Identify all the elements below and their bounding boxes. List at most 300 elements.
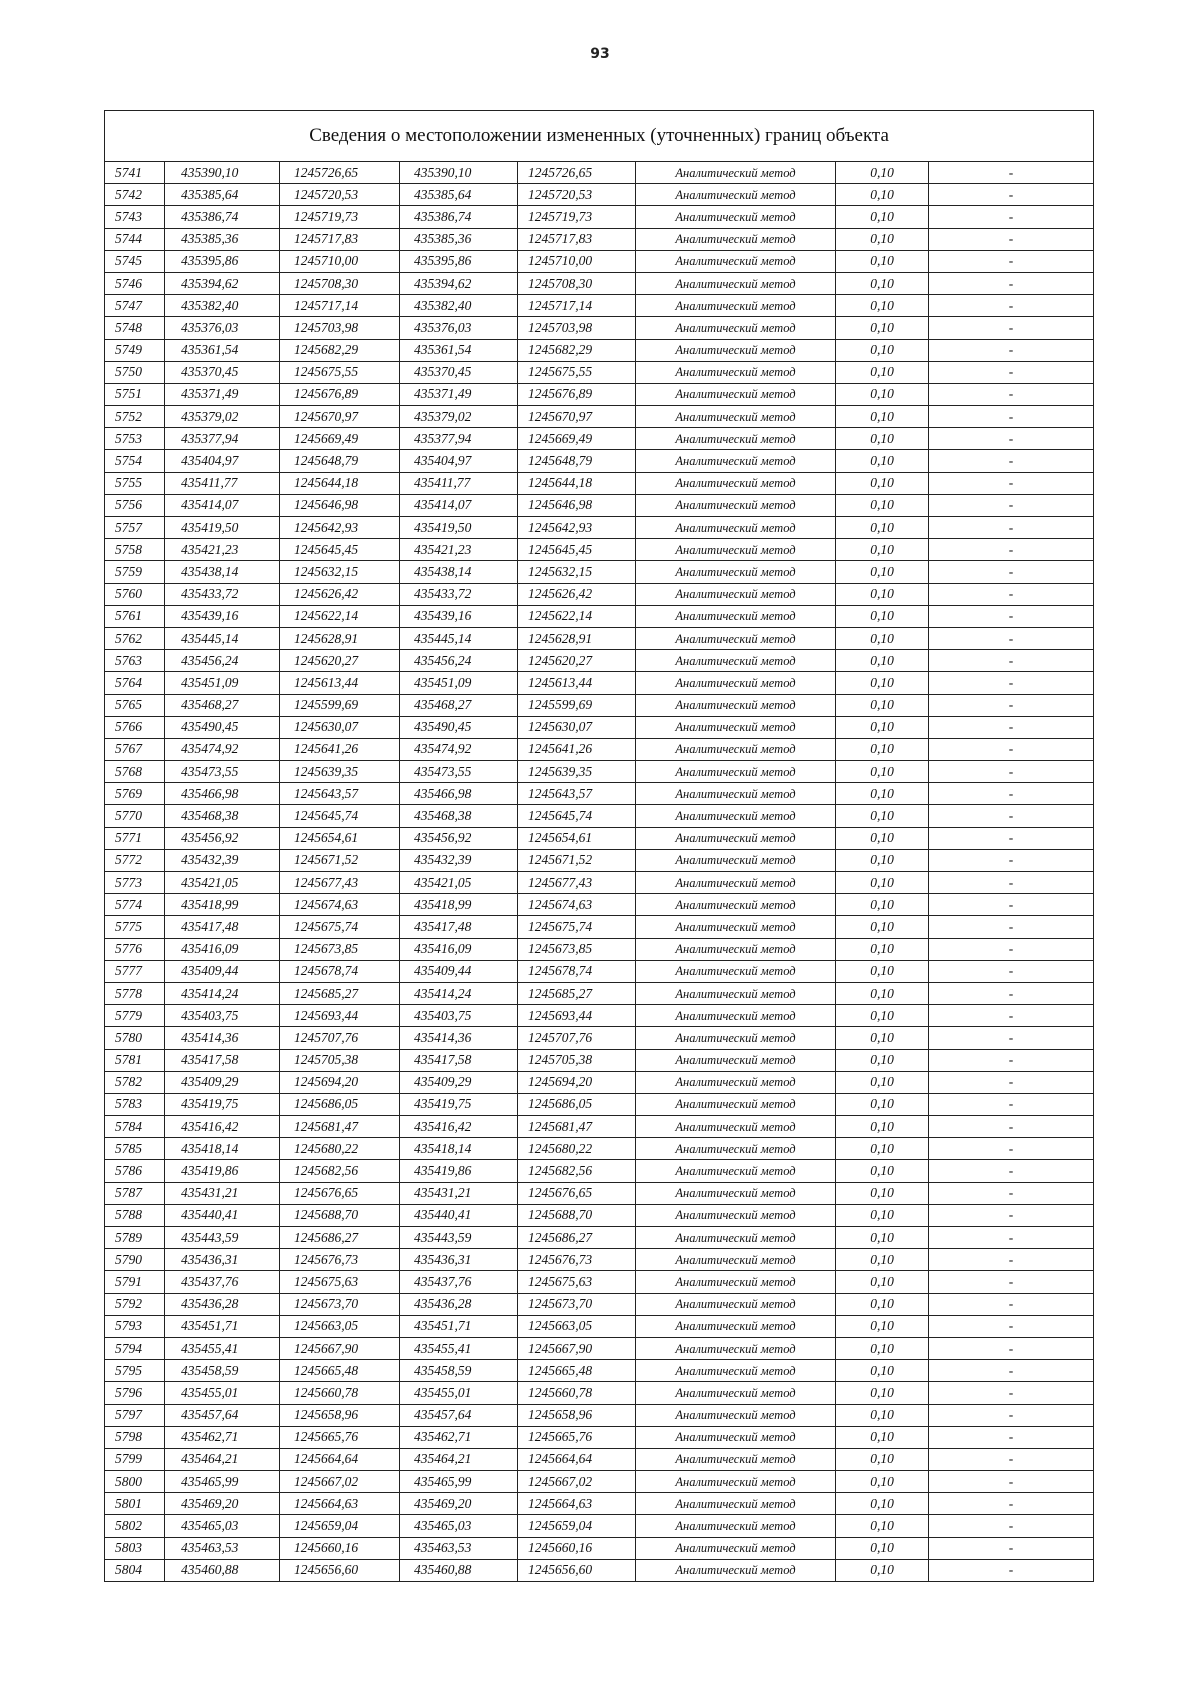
y-coordinate-existing-cell: 1245705,38 [280,1049,400,1071]
y-coordinate-existing-cell: 1245658,96 [280,1404,400,1426]
x-coordinate-existing-cell: 435390,10 [165,162,280,184]
table-row [105,716,1094,738]
method-cell: Аналитический метод [636,1448,836,1470]
note-cell: - [929,982,1094,1004]
accuracy-cell: 0,10 [836,1537,929,1559]
table-row [105,184,1094,206]
y-coordinate-new-cell: 1245707,76 [518,1027,636,1049]
point-number-cell: 5781 [105,1049,165,1071]
point-number-cell: 5773 [105,872,165,894]
note-cell: - [929,1005,1094,1027]
y-coordinate-new-cell: 1245642,93 [518,517,636,539]
method-cell: Аналитический метод [636,650,836,672]
table-row [105,583,1094,605]
x-coordinate-new-cell: 435445,14 [400,627,518,649]
x-coordinate-existing-cell: 435385,64 [165,184,280,206]
y-coordinate-existing-cell: 1245673,70 [280,1293,400,1315]
accuracy-cell: 0,10 [836,361,929,383]
point-number-cell: 5744 [105,228,165,250]
method-cell: Аналитический метод [636,317,836,339]
note-cell: - [929,517,1094,539]
x-coordinate-existing-cell: 435376,03 [165,317,280,339]
note-cell: - [929,1293,1094,1315]
accuracy-cell: 0,10 [836,1471,929,1493]
y-coordinate-existing-cell: 1245645,74 [280,805,400,827]
y-coordinate-new-cell: 1245675,74 [518,916,636,938]
method-cell: Аналитический метод [636,406,836,428]
x-coordinate-new-cell: 435457,64 [400,1404,518,1426]
accuracy-cell: 0,10 [836,960,929,982]
accuracy-cell: 0,10 [836,761,929,783]
x-coordinate-new-cell: 435390,10 [400,162,518,184]
y-coordinate-new-cell: 1245688,70 [518,1204,636,1226]
x-coordinate-existing-cell: 435451,09 [165,672,280,694]
method-cell: Аналитический метод [636,827,836,849]
point-number-cell: 5779 [105,1005,165,1027]
method-cell: Аналитический метод [636,272,836,294]
accuracy-cell: 0,10 [836,1404,929,1426]
point-number-cell: 5754 [105,450,165,472]
method-cell: Аналитический метод [636,1005,836,1027]
x-coordinate-existing-cell: 435462,71 [165,1426,280,1448]
y-coordinate-existing-cell: 1245665,76 [280,1426,400,1448]
note-cell: - [929,916,1094,938]
accuracy-cell: 0,10 [836,450,929,472]
y-coordinate-existing-cell: 1245675,63 [280,1271,400,1293]
y-coordinate-new-cell: 1245630,07 [518,716,636,738]
y-coordinate-existing-cell: 1245676,89 [280,383,400,405]
table-row [105,1559,1094,1581]
y-coordinate-existing-cell: 1245620,27 [280,650,400,672]
x-coordinate-existing-cell: 435439,16 [165,605,280,627]
table-row [105,428,1094,450]
x-coordinate-existing-cell: 435421,05 [165,872,280,894]
accuracy-cell: 0,10 [836,1027,929,1049]
x-coordinate-existing-cell: 435443,59 [165,1227,280,1249]
note-cell: - [929,317,1094,339]
point-number-cell: 5753 [105,428,165,450]
table-row [105,1382,1094,1404]
table-row [105,872,1094,894]
point-number-cell: 5793 [105,1315,165,1337]
y-coordinate-existing-cell: 1245681,47 [280,1116,400,1138]
table-row [105,761,1094,783]
x-coordinate-existing-cell: 435458,59 [165,1360,280,1382]
method-cell: Аналитический метод [636,672,836,694]
method-cell: Аналитический метод [636,1116,836,1138]
x-coordinate-new-cell: 435451,09 [400,672,518,694]
method-cell: Аналитический метод [636,1360,836,1382]
accuracy-cell: 0,10 [836,938,929,960]
y-coordinate-new-cell: 1245671,52 [518,849,636,871]
x-coordinate-new-cell: 435386,74 [400,206,518,228]
method-cell: Аналитический метод [636,1204,836,1226]
y-coordinate-new-cell: 1245667,02 [518,1471,636,1493]
x-coordinate-new-cell: 435458,59 [400,1360,518,1382]
method-cell: Аналитический метод [636,472,836,494]
x-coordinate-new-cell: 435382,40 [400,295,518,317]
point-number-cell: 5782 [105,1071,165,1093]
method-cell: Аналитический метод [636,1249,836,1271]
table-row [105,339,1094,361]
method-cell: Аналитический метод [636,1160,836,1182]
note-cell: - [929,184,1094,206]
table-row [105,1227,1094,1249]
y-coordinate-new-cell: 1245676,89 [518,383,636,405]
table-row [105,472,1094,494]
x-coordinate-new-cell: 435465,03 [400,1515,518,1537]
y-coordinate-new-cell: 1245686,05 [518,1093,636,1115]
table-row [105,295,1094,317]
method-cell: Аналитический метод [636,494,836,516]
note-cell: - [929,583,1094,605]
accuracy-cell: 0,10 [836,783,929,805]
y-coordinate-existing-cell: 1245710,00 [280,250,400,272]
accuracy-cell: 0,10 [836,1559,929,1581]
x-coordinate-existing-cell: 435404,97 [165,450,280,472]
note-cell: - [929,339,1094,361]
y-coordinate-existing-cell: 1245628,91 [280,627,400,649]
point-number-cell: 5804 [105,1559,165,1581]
y-coordinate-existing-cell: 1245648,79 [280,450,400,472]
x-coordinate-existing-cell: 435417,48 [165,916,280,938]
method-cell: Аналитический метод [636,960,836,982]
accuracy-cell: 0,10 [836,650,929,672]
y-coordinate-existing-cell: 1245686,27 [280,1227,400,1249]
table-row [105,250,1094,272]
note-cell: - [929,1182,1094,1204]
y-coordinate-existing-cell: 1245682,29 [280,339,400,361]
y-coordinate-new-cell: 1245613,44 [518,672,636,694]
x-coordinate-existing-cell: 435403,75 [165,1005,280,1027]
note-cell: - [929,1493,1094,1515]
y-coordinate-new-cell: 1245663,05 [518,1315,636,1337]
point-number-cell: 5799 [105,1448,165,1470]
x-coordinate-existing-cell: 435445,14 [165,627,280,649]
method-cell: Аналитический метод [636,1027,836,1049]
y-coordinate-existing-cell: 1245646,98 [280,494,400,516]
x-coordinate-existing-cell: 435394,62 [165,272,280,294]
table-row [105,650,1094,672]
point-number-cell: 5743 [105,206,165,228]
x-coordinate-existing-cell: 435419,86 [165,1160,280,1182]
y-coordinate-new-cell: 1245676,65 [518,1182,636,1204]
x-coordinate-existing-cell: 435468,38 [165,805,280,827]
x-coordinate-new-cell: 435473,55 [400,761,518,783]
accuracy-cell: 0,10 [836,1071,929,1093]
accuracy-cell: 0,10 [836,494,929,516]
method-cell: Аналитический метод [636,162,836,184]
point-number-cell: 5774 [105,894,165,916]
point-number-cell: 5764 [105,672,165,694]
accuracy-cell: 0,10 [836,295,929,317]
x-coordinate-new-cell: 435431,21 [400,1182,518,1204]
accuracy-cell: 0,10 [836,1005,929,1027]
x-coordinate-new-cell: 435438,14 [400,561,518,583]
accuracy-cell: 0,10 [836,849,929,871]
method-cell: Аналитический метод [636,738,836,760]
accuracy-cell: 0,10 [836,1093,929,1115]
note-cell: - [929,1315,1094,1337]
note-cell: - [929,250,1094,272]
y-coordinate-new-cell: 1245599,69 [518,694,636,716]
note-cell: - [929,738,1094,760]
x-coordinate-new-cell: 435439,16 [400,605,518,627]
point-number-cell: 5763 [105,650,165,672]
accuracy-cell: 0,10 [836,1138,929,1160]
y-coordinate-new-cell: 1245654,61 [518,827,636,849]
x-coordinate-existing-cell: 435473,55 [165,761,280,783]
point-number-cell: 5760 [105,583,165,605]
note-cell: - [929,938,1094,960]
method-cell: Аналитический метод [636,1293,836,1315]
point-number-cell: 5756 [105,494,165,516]
note-cell: - [929,1404,1094,1426]
y-coordinate-new-cell: 1245639,35 [518,761,636,783]
point-number-cell: 5780 [105,1027,165,1049]
x-coordinate-new-cell: 435414,36 [400,1027,518,1049]
x-coordinate-existing-cell: 435490,45 [165,716,280,738]
x-coordinate-new-cell: 435419,50 [400,517,518,539]
y-coordinate-existing-cell: 1245644,18 [280,472,400,494]
x-coordinate-existing-cell: 435414,36 [165,1027,280,1049]
method-cell: Аналитический метод [636,1515,836,1537]
point-number-cell: 5803 [105,1537,165,1559]
x-coordinate-new-cell: 435385,36 [400,228,518,250]
table-row [105,450,1094,472]
x-coordinate-existing-cell: 435463,53 [165,1537,280,1559]
note-cell: - [929,539,1094,561]
y-coordinate-new-cell: 1245626,42 [518,583,636,605]
table-row [105,1049,1094,1071]
accuracy-cell: 0,10 [836,694,929,716]
x-coordinate-new-cell: 435433,72 [400,583,518,605]
note-cell: - [929,1448,1094,1470]
method-cell: Аналитический метод [636,383,836,405]
note-cell: - [929,672,1094,694]
method-cell: Аналитический метод [636,206,836,228]
y-coordinate-existing-cell: 1245665,48 [280,1360,400,1382]
x-coordinate-existing-cell: 435456,24 [165,650,280,672]
x-coordinate-new-cell: 435361,54 [400,339,518,361]
point-number-cell: 5770 [105,805,165,827]
x-coordinate-new-cell: 435419,75 [400,1093,518,1115]
x-coordinate-existing-cell: 435433,72 [165,583,280,605]
table-row [105,406,1094,428]
y-coordinate-existing-cell: 1245694,20 [280,1071,400,1093]
x-coordinate-new-cell: 435414,24 [400,982,518,1004]
x-coordinate-existing-cell: 435409,44 [165,960,280,982]
y-coordinate-new-cell: 1245685,27 [518,982,636,1004]
table-row [105,517,1094,539]
accuracy-cell: 0,10 [836,1382,929,1404]
y-coordinate-new-cell: 1245665,76 [518,1426,636,1448]
x-coordinate-existing-cell: 435474,92 [165,738,280,760]
x-coordinate-existing-cell: 435419,50 [165,517,280,539]
note-cell: - [929,1204,1094,1226]
point-number-cell: 5751 [105,383,165,405]
accuracy-cell: 0,10 [836,406,929,428]
y-coordinate-existing-cell: 1245654,61 [280,827,400,849]
x-coordinate-existing-cell: 435421,23 [165,539,280,561]
y-coordinate-existing-cell: 1245667,02 [280,1471,400,1493]
x-coordinate-existing-cell: 435414,24 [165,982,280,1004]
point-number-cell: 5791 [105,1271,165,1293]
y-coordinate-existing-cell: 1245642,93 [280,517,400,539]
note-cell: - [929,1160,1094,1182]
y-coordinate-new-cell: 1245675,55 [518,361,636,383]
y-coordinate-new-cell: 1245659,04 [518,1515,636,1537]
note-cell: - [929,1559,1094,1581]
x-coordinate-new-cell: 435456,24 [400,650,518,672]
note-cell: - [929,1515,1094,1537]
y-coordinate-new-cell: 1245648,79 [518,450,636,472]
note-cell: - [929,228,1094,250]
note-cell: - [929,472,1094,494]
table-row [105,982,1094,1004]
table-row [105,805,1094,827]
accuracy-cell: 0,10 [836,1515,929,1537]
accuracy-cell: 0,10 [836,428,929,450]
note-cell: - [929,761,1094,783]
x-coordinate-existing-cell: 435436,31 [165,1249,280,1271]
x-coordinate-existing-cell: 435370,45 [165,361,280,383]
y-coordinate-new-cell: 1245645,74 [518,805,636,827]
x-coordinate-existing-cell: 435395,86 [165,250,280,272]
method-cell: Аналитический метод [636,849,836,871]
point-number-cell: 5778 [105,982,165,1004]
y-coordinate-existing-cell: 1245626,42 [280,583,400,605]
x-coordinate-existing-cell: 435418,99 [165,894,280,916]
note-cell: - [929,1360,1094,1382]
boundary-coordinates-table [104,110,1094,1582]
note-cell: - [929,383,1094,405]
accuracy-cell: 0,10 [836,472,929,494]
x-coordinate-existing-cell: 435377,94 [165,428,280,450]
table-row [105,1071,1094,1093]
note-cell: - [929,605,1094,627]
y-coordinate-new-cell: 1245673,70 [518,1293,636,1315]
x-coordinate-existing-cell: 435460,88 [165,1559,280,1581]
y-coordinate-existing-cell: 1245632,15 [280,561,400,583]
y-coordinate-new-cell: 1245641,26 [518,738,636,760]
y-coordinate-new-cell: 1245705,38 [518,1049,636,1071]
point-number-cell: 5783 [105,1093,165,1115]
table-row [105,272,1094,294]
table-row [105,1404,1094,1426]
y-coordinate-existing-cell: 1245693,44 [280,1005,400,1027]
method-cell: Аналитический метод [636,1093,836,1115]
x-coordinate-new-cell: 435414,07 [400,494,518,516]
point-number-cell: 5795 [105,1360,165,1382]
point-number-cell: 5742 [105,184,165,206]
x-coordinate-new-cell: 435468,38 [400,805,518,827]
method-cell: Аналитический метод [636,361,836,383]
y-coordinate-new-cell: 1245717,14 [518,295,636,317]
y-coordinate-new-cell: 1245703,98 [518,317,636,339]
note-cell: - [929,1116,1094,1138]
table-row [105,1249,1094,1271]
x-coordinate-existing-cell: 435416,09 [165,938,280,960]
x-coordinate-new-cell: 435403,75 [400,1005,518,1027]
x-coordinate-existing-cell: 435455,41 [165,1337,280,1359]
point-number-cell: 5772 [105,849,165,871]
y-coordinate-new-cell: 1245658,96 [518,1404,636,1426]
x-coordinate-existing-cell: 435464,21 [165,1448,280,1470]
point-number-cell: 5768 [105,761,165,783]
y-coordinate-existing-cell: 1245677,43 [280,872,400,894]
y-coordinate-existing-cell: 1245599,69 [280,694,400,716]
accuracy-cell: 0,10 [836,982,929,1004]
note-cell: - [929,1382,1094,1404]
y-coordinate-existing-cell: 1245688,70 [280,1204,400,1226]
method-cell: Аналитический метод [636,295,836,317]
method-cell: Аналитический метод [636,1049,836,1071]
accuracy-cell: 0,10 [836,539,929,561]
method-cell: Аналитический метод [636,428,836,450]
y-coordinate-existing-cell: 1245660,78 [280,1382,400,1404]
accuracy-cell: 0,10 [836,627,929,649]
point-number-cell: 5784 [105,1116,165,1138]
y-coordinate-new-cell: 1245708,30 [518,272,636,294]
accuracy-cell: 0,10 [836,827,929,849]
y-coordinate-existing-cell: 1245707,76 [280,1027,400,1049]
table-row [105,1448,1094,1470]
method-cell: Аналитический метод [636,805,836,827]
x-coordinate-existing-cell: 435417,58 [165,1049,280,1071]
method-cell: Аналитический метод [636,1227,836,1249]
y-coordinate-new-cell: 1245664,63 [518,1493,636,1515]
method-cell: Аналитический метод [636,916,836,938]
method-cell: Аналитический метод [636,1071,836,1093]
table-row [105,1315,1094,1337]
point-number-cell: 5777 [105,960,165,982]
table-row [105,1160,1094,1182]
accuracy-cell: 0,10 [836,1182,929,1204]
y-coordinate-new-cell: 1245717,83 [518,228,636,250]
x-coordinate-new-cell: 435474,92 [400,738,518,760]
accuracy-cell: 0,10 [836,561,929,583]
x-coordinate-existing-cell: 435382,40 [165,295,280,317]
accuracy-cell: 0,10 [836,184,929,206]
note-cell: - [929,1426,1094,1448]
table-body [105,162,1094,1582]
table-row [105,1293,1094,1315]
x-coordinate-existing-cell: 435468,27 [165,694,280,716]
note-cell: - [929,1227,1094,1249]
note-cell: - [929,872,1094,894]
x-coordinate-new-cell: 435468,27 [400,694,518,716]
note-cell: - [929,1027,1094,1049]
method-cell: Аналитический метод [636,184,836,206]
accuracy-cell: 0,10 [836,583,929,605]
x-coordinate-new-cell: 435464,21 [400,1448,518,1470]
table-row [105,1360,1094,1382]
method-cell: Аналитический метод [636,1382,836,1404]
point-number-cell: 5776 [105,938,165,960]
x-coordinate-new-cell: 435370,45 [400,361,518,383]
point-number-cell: 5788 [105,1204,165,1226]
y-coordinate-new-cell: 1245667,90 [518,1337,636,1359]
method-cell: Аналитический метод [636,1493,836,1515]
point-number-cell: 5759 [105,561,165,583]
note-cell: - [929,650,1094,672]
note-cell: - [929,783,1094,805]
y-coordinate-new-cell: 1245670,97 [518,406,636,428]
table-row [105,1426,1094,1448]
y-coordinate-existing-cell: 1245613,44 [280,672,400,694]
method-cell: Аналитический метод [636,450,836,472]
